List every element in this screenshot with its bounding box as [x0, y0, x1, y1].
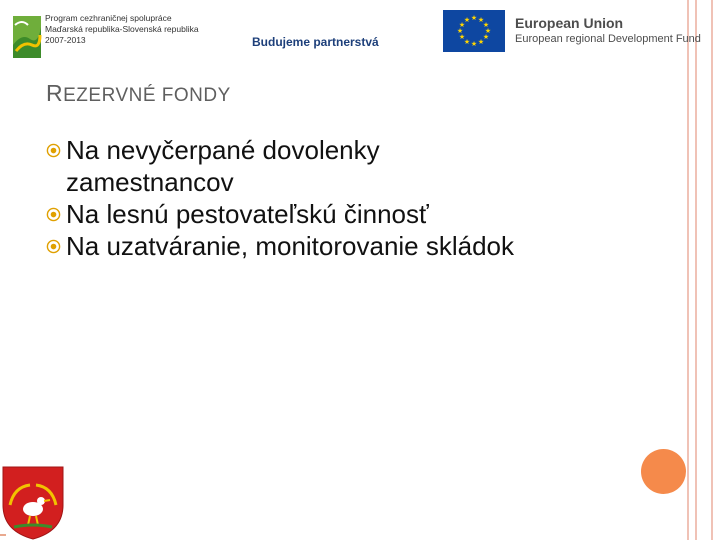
svg-text:★: ★ [458, 33, 466, 41]
program-line: Maďarská republika-Slovenská republika [45, 24, 199, 34]
list-item [46, 198, 516, 230]
svg-text:★: ★ [484, 27, 492, 35]
svg-text:★: ★ [482, 21, 490, 29]
svg-text:★: ★ [482, 33, 490, 41]
sun-bullet-icon [46, 239, 61, 254]
edge-line [687, 0, 689, 540]
program-line: 2007-2013 [45, 35, 86, 45]
edge-line [711, 0, 713, 540]
slide-title-initial: R [46, 80, 64, 106]
eu-title: European Union [515, 15, 624, 31]
svg-text:★: ★ [477, 16, 485, 24]
list-item-text: Na lesnú pestovateľskú činnosť [66, 199, 429, 229]
svg-text:★: ★ [458, 21, 466, 29]
program-text [45, 13, 199, 46]
svg-text:★: ★ [463, 16, 471, 24]
program-line: Program cezhraničnej spolupráce [45, 13, 172, 23]
partnership-slogan: Budujeme partnerstvá [252, 35, 379, 49]
decorative-circle [641, 449, 686, 494]
svg-text:★: ★ [477, 38, 485, 46]
svg-text:★: ★ [463, 38, 471, 46]
list-item [46, 230, 516, 262]
svg-text:★: ★ [470, 14, 478, 22]
svg-text:★: ★ [456, 27, 464, 35]
list-item-text: Na uzatváranie, monitorovanie skládok [66, 231, 515, 261]
slide-title [46, 80, 231, 107]
list-item-text: Na nevyčerpané dovolenky zamestnancov [66, 135, 380, 197]
svg-text:★: ★ [470, 40, 478, 48]
eu-subtitle: European regional Development Fund [515, 33, 701, 45]
slide-title-rest: EZERVNÉ FONDY [63, 85, 231, 106]
sun-bullet-icon [46, 207, 61, 222]
program-logo-icon [12, 15, 42, 59]
edge-line [695, 0, 697, 540]
list-item [46, 134, 516, 198]
sun-bullet-icon [46, 143, 61, 158]
coat-of-arms-icon [0, 465, 66, 540]
eu-flag-icon [443, 10, 505, 52]
bullet-list [46, 134, 516, 262]
